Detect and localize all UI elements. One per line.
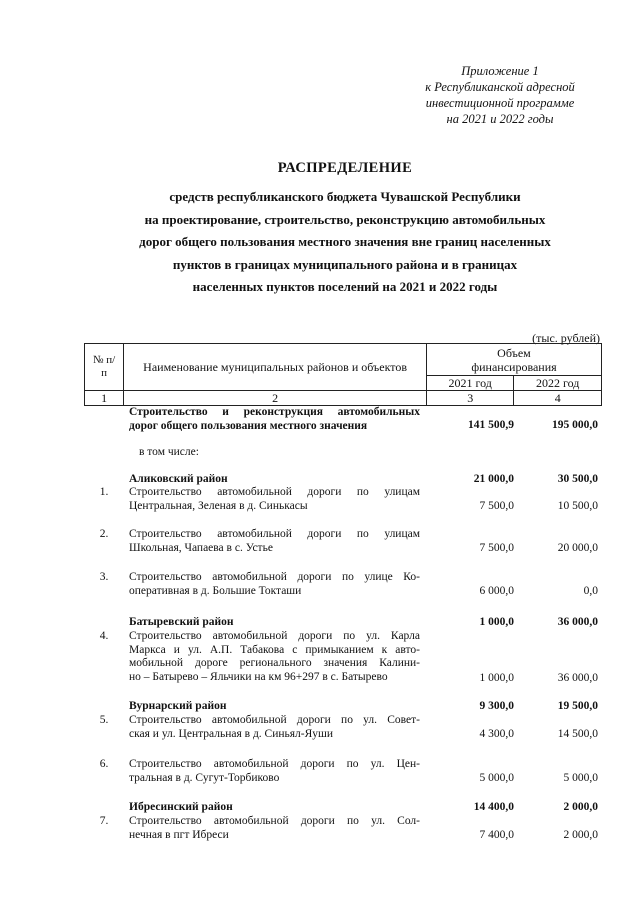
row-name: Строительство автомобильной дороги по ул. Сол- нечная в пгт Ибреси [129, 815, 420, 841]
row-number: 2. [99, 528, 109, 540]
column-index: 2 [124, 391, 427, 406]
year-2021-header: 2021 год [426, 376, 514, 391]
table-header [84, 343, 602, 406]
row-number: 3. [99, 571, 109, 583]
name-column-header: Наименование муниципальных районов и объектов [124, 344, 427, 391]
district-2022: 36 000,0 [557, 616, 598, 628]
row-2022: 20 000,0 [557, 542, 598, 554]
appendix-line: инвестиционной программе [425, 96, 575, 110]
row-2022: 14 500,0 [557, 728, 598, 740]
row-name: Строительство автомобильной дороги по улицам Центральная, Зеленая в д. Синькасы [129, 486, 420, 512]
column-index: 3 [426, 391, 514, 406]
district-name: Ибресинский район [129, 801, 233, 813]
subtitle-line: на проектирование, строительство, реконструкцию автомобильных [144, 211, 546, 227]
column-index: 4 [514, 391, 602, 406]
row-number: 6. [99, 758, 109, 770]
total-2021: 141 500,9 [468, 419, 514, 431]
appendix-line: на 2021 и 2022 годы [446, 112, 554, 126]
row-2022: 0,0 [583, 585, 598, 597]
appendix-line: к Республиканской адресной [425, 80, 575, 94]
district-2022: 30 500,0 [557, 473, 598, 485]
num-column-header: № п/п [85, 344, 124, 391]
district-2022: 2 000,0 [563, 801, 598, 813]
row-2021: 5 000,0 [479, 772, 514, 784]
subtitle-line: пунктов в границах муниципального района и в границах [172, 256, 518, 272]
row-2022: 10 500,0 [557, 500, 598, 512]
district-name: Батыревский район [129, 616, 234, 628]
subtitle-line: дорог общего пользования местного значения вне границ населенных [139, 234, 551, 249]
row-name: Строительство автомобильной дороги по ул. Карла Маркса и ул. А.П. Табакова с примыканием к авто- мобильной дороге регионального значения Калини- но – Батырево – Яльчики на км 96+297 в с. Батырево [129, 630, 420, 683]
district-name: Аликовский район [129, 473, 228, 485]
row-2021: 7 500,0 [479, 500, 514, 512]
subtitle-line: населенных пунктов поселений на 2021 и 2022 годы [192, 279, 498, 294]
row-number: 1. [99, 486, 109, 498]
row-2021: 4 300,0 [479, 728, 514, 740]
document-title: РАСПРЕДЕЛЕНИЕ [277, 160, 413, 176]
column-index: 1 [85, 391, 124, 406]
district-2021: 1 000,0 [479, 616, 514, 628]
row-2022: 2 000,0 [563, 829, 598, 841]
district-2021: 14 400,0 [473, 801, 514, 813]
document-subtitle [80, 186, 610, 299]
row-number: 4. [99, 630, 109, 642]
district-2021: 9 300,0 [479, 700, 514, 712]
appendix-line: Приложение 1 [461, 64, 539, 78]
subtitle-line: средств республиканского бюджета Чувашской Республики [169, 189, 521, 204]
units-label: (тыс. рублей) [532, 331, 600, 345]
row-number: 5. [99, 714, 109, 726]
row-2021: 6 000,0 [479, 585, 514, 597]
row-2021: 7 400,0 [479, 829, 514, 841]
funding-column-header: Объем финансирования [426, 344, 601, 376]
row-2022: 5 000,0 [563, 772, 598, 784]
row-2021: 7 500,0 [479, 542, 514, 554]
row-2021: 1 000,0 [479, 672, 514, 684]
district-2022: 19 500,0 [557, 700, 598, 712]
total-2022: 195 000,0 [552, 419, 598, 431]
district-name: Вурнарский район [129, 700, 227, 712]
total-name: Строительство и реконструкция автомобильных дорог общего пользования местного значения [129, 406, 420, 432]
row-2022: 36 000,0 [557, 672, 598, 684]
year-2022-header: 2022 год [514, 376, 602, 391]
appendix-note [400, 63, 600, 127]
row-name: Строительство автомобильной дороги по ул. Цен- тральная в д. Сугут-Торбиково [129, 758, 420, 784]
district-2021: 21 000,0 [473, 473, 514, 485]
row-name: Строительство автомобильной дороги по улице Ко- оперативная в д. Большие Токташи [129, 571, 420, 597]
row-name: Строительство автомобильной дороги по ул. Совет- ская и ул. Центральная в д. Синьял-Яуши [129, 714, 420, 740]
row-name: Строительство автомобильной дороги по улицам Школьная, Чапаева в с. Устье [129, 528, 420, 554]
row-number: 7. [99, 815, 109, 827]
